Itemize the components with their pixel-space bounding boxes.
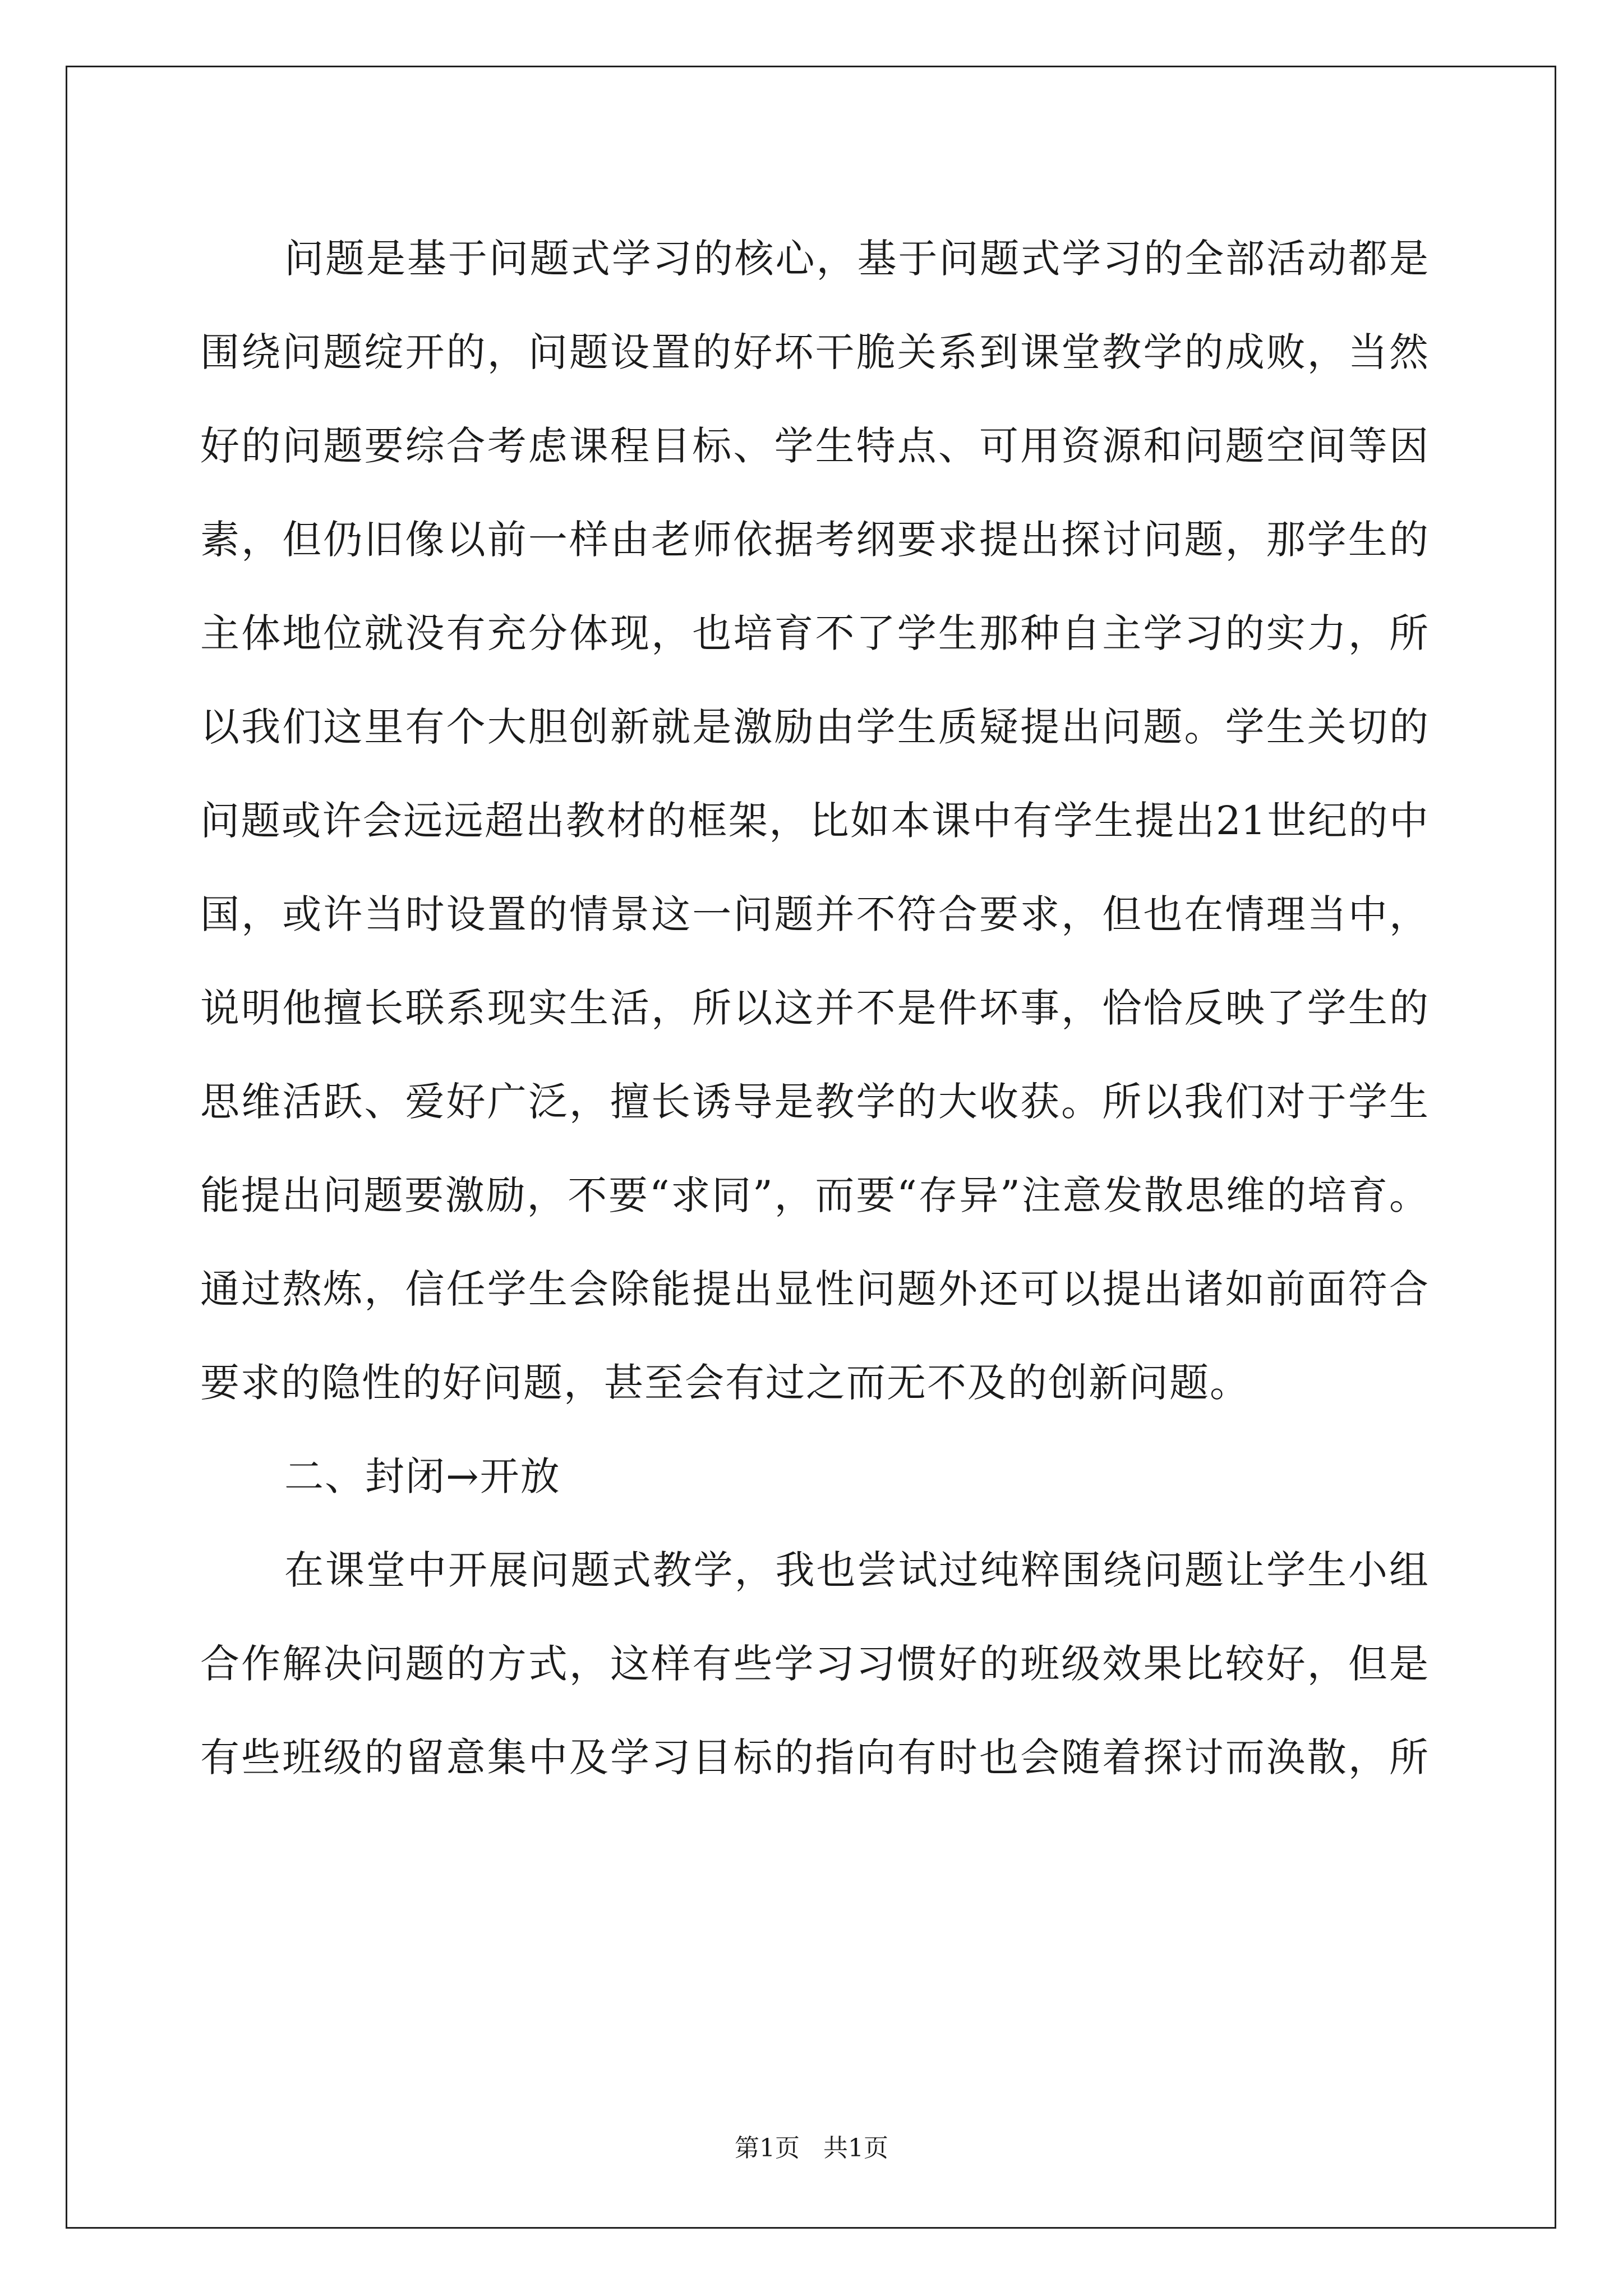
text-line: 问题或许会远远超出教材的框架，比如本课中有学生提出21世纪的中 xyxy=(200,798,1428,844)
text-line: 合作解决问题的方式，这样有些学习习惯好的班级效果比较好，但是 xyxy=(200,1641,1428,1687)
text-line: 通过熬炼，信任学生会除能提出显性问题外还可以提出诸如前面符合 xyxy=(200,1266,1428,1312)
page-number: 第1页 xyxy=(735,2134,800,2162)
page-footer xyxy=(0,2132,1623,2165)
text-line: 素，但仍旧像以前一样由老师依据考纲要求提出探讨问题，那学生的 xyxy=(200,517,1428,563)
text-line: 好的问题要综合考虑课程目标、学生特点、可用资源和问题空间等因 xyxy=(200,423,1428,469)
text-line: 说明他擅长联系现实生活，所以这并不是件坏事，恰恰反映了学生的 xyxy=(200,985,1428,1031)
text-line: 以我们这里有个大胆创新就是激励由学生质疑提出问题。学生关切的 xyxy=(200,704,1428,750)
document-body xyxy=(200,212,1428,1805)
text-line: 思维活跃、爱好广泛，擅长诱导是教学的大收获。所以我们对于学生 xyxy=(200,1079,1428,1125)
text-line: 要求的隐性的好问题，甚至会有过之而无不及的创新问题。 xyxy=(200,1360,1250,1406)
text-line: 国，或许当时设置的情景这一问题并不符合要求，但也在情理当中， xyxy=(200,891,1428,937)
text-line: 问题是基于问题式学习的核心，基于问题式学习的全部活动都是 xyxy=(284,236,1428,282)
text-line: 能提出问题要激励，不要“求同”，而要“存异”注意发散思维的培育。 xyxy=(200,1172,1428,1218)
text-line: 有些班级的留意集中及学习目标的指向有时也会随着探讨而涣散，所 xyxy=(200,1734,1428,1780)
page-total: 共1页 xyxy=(823,2134,888,2162)
text-line: 主体地位就没有充分体现，也培育不了学生那种自主学习的实力，所 xyxy=(200,610,1428,656)
text-line: 在课堂中开展问题式教学，我也尝试过纯粹围绕问题让学生小组 xyxy=(284,1547,1428,1593)
text-line: 围绕问题绽开的，问题设置的好坏干脆关系到课堂教学的成败，当然 xyxy=(200,329,1428,375)
text-line: 二、封闭→开放 xyxy=(284,1453,561,1499)
